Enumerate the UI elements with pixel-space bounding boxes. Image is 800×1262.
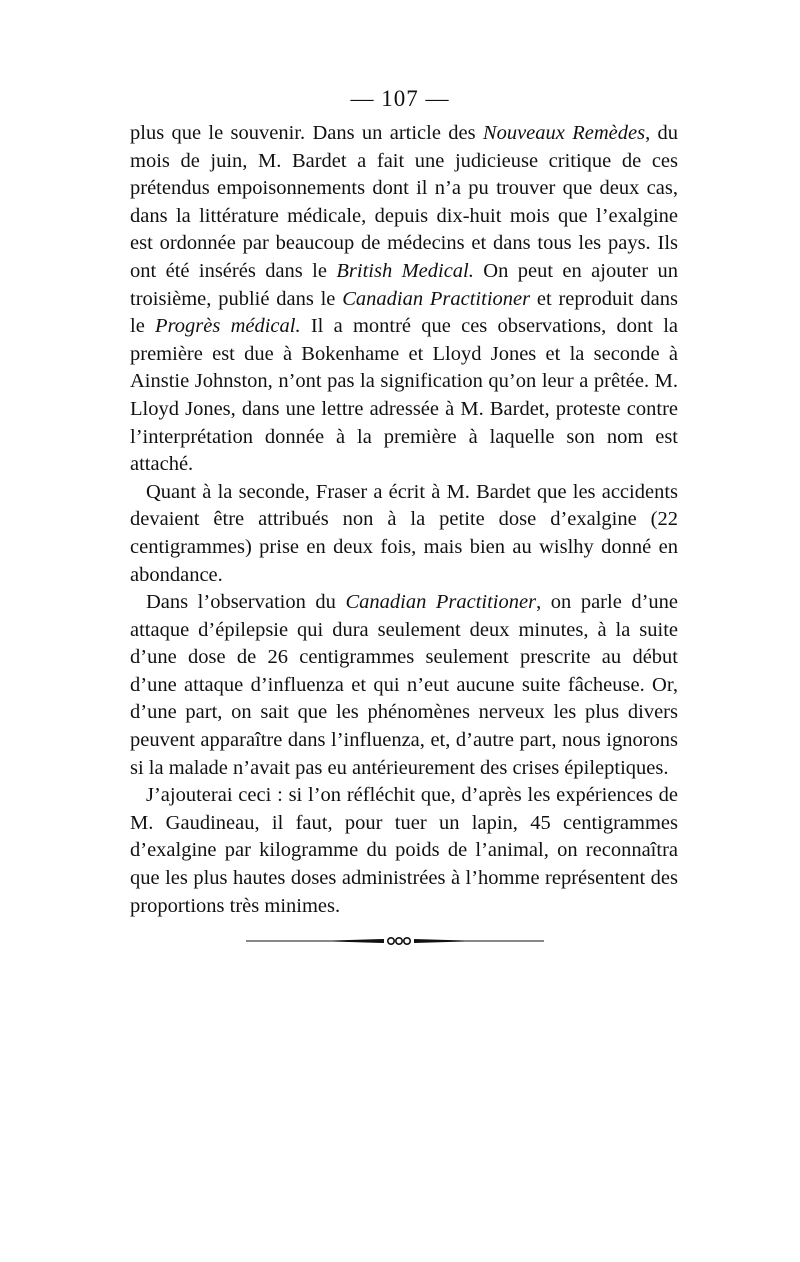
paragraph-3-text-a: Dans l’observation du — [146, 591, 346, 614]
ornament-dot-2 — [396, 938, 402, 944]
journal-title-nouveaux-remedes: Nouveaux Remèdes — [482, 122, 646, 144]
paragraph-1-text-e: Il a montré que ces observations, dont la première est due à Bokenhame et Lloyd Jones et la seconde à Ainstie Johnston, n’ont pas la signification qu’on leur a prêtée. M. Lloyd Jones, dans une lettre adressée à M. Bardet, proteste contre l’interprétation donnée à la première à laquelle son nom est attaché. — [130, 315, 679, 476]
ornament-left-taper — [316, 939, 384, 943]
paragraph-3-text-b: , on parle d’une attaque d’épilepsie qui dura seulement deux minutes, à la suite d’une dose de 26 centigrammes seulement prescrite au début d’une attaque d’influenza et qui n’eut aucune suite fâcheuse. Or, d’une part, on sait que les phénomènes nerveux les plus divers peuvent apparaître dans l’influenza, et, d’autre part, nous ignorons si la malade n’avait pas eu antérieurement des crises épileptiques. — [130, 591, 679, 779]
paragraph-1 — [130, 120, 678, 479]
journal-title-progres-medical: Progrès médical. — [155, 315, 301, 338]
divider-ornament-icon — [246, 934, 546, 948]
paragraph-1-text-c: On peut en ajouter un troisième, publié dans le — [130, 259, 678, 310]
paragraph-1-text-d: et reproduit dans le — [130, 287, 678, 338]
page-number: — 107 — — [350, 86, 450, 111]
paragraph-2: Quant à la seconde, Fraser a écrit à M. Bardet que les accidents devaient être attribués non à la petite dose d’exalgine (22 centigrammes) prise en deux fois, mais bien au wislhy donné en abondance. — [130, 480, 678, 586]
paragraph-3 — [130, 589, 678, 782]
paragraph-1-text-a: plus que le souvenir. Dans un article des — [130, 122, 483, 144]
paragraph-1-text-b: , du mois de juin, M. Bardet a fait une judicieuse critique de ces prétendus empoisonnements dont il n’a pu trouver que deux cas, dans la littérature médicale, depuis dix-huit mois que l’exalgine est ordonnée par beaucoup de médecins et dans tous les pays. Ils ont été insérés dans le — [130, 122, 679, 282]
journal-title-canadian-practitioner: Canadian Practitioner — [342, 287, 531, 310]
journal-title-british-medical: British Medical. — [336, 259, 474, 282]
body-text — [130, 120, 678, 920]
ornament-dot-3 — [404, 938, 410, 944]
journal-title-canadian-practitioner-2: Canadian Practitioner — [345, 591, 537, 614]
ornament-dot-1 — [388, 938, 394, 944]
paragraph-4: J’ajouterai ceci : si l’on réfléchit que, d’après les expériences de M. Gaudineau, il faut, pour tuer un lapin, 45 centigrammes d’exalgine par kilogramme du poids de l’animal, on reconnaîtra que les plus hautes doses administrées à l’homme représentent des proportions très minimes. — [130, 784, 678, 917]
